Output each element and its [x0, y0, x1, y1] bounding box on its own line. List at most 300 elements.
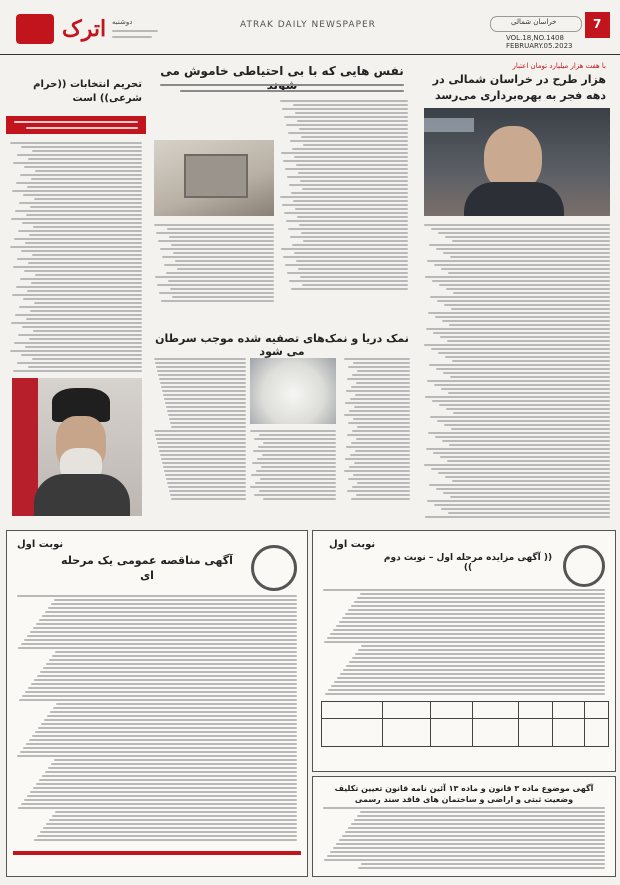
text-line [345, 402, 410, 404]
text-line [336, 843, 605, 845]
text-line [324, 641, 605, 643]
text-line [445, 356, 610, 358]
text-line [357, 597, 605, 599]
ad-header: نوبت اول [329, 539, 376, 550]
article-headline: نفس هایی که با بی احتیاطی خاموش می [160, 64, 404, 78]
text-line [16, 182, 142, 184]
text-line [166, 406, 246, 408]
text-line [424, 464, 610, 466]
text-line [333, 847, 605, 849]
text-line [52, 815, 297, 817]
text-line [357, 370, 410, 372]
masthead [0, 0, 620, 62]
text-line [440, 336, 610, 338]
text-line [17, 362, 142, 364]
text-line [357, 482, 410, 484]
text-line [18, 807, 297, 809]
text-line [20, 278, 142, 280]
text-line [21, 803, 297, 805]
text-line [157, 370, 246, 372]
text-line [164, 398, 246, 400]
text-line [430, 296, 610, 298]
text-line [360, 811, 605, 813]
text-line [346, 446, 410, 448]
text-line [35, 170, 142, 172]
text-line [428, 432, 610, 434]
text-line [23, 747, 297, 749]
text-line [251, 474, 336, 476]
text-line [431, 228, 610, 230]
text-line [167, 410, 246, 412]
text-line [158, 240, 274, 242]
text-line [34, 839, 297, 841]
text-line [55, 651, 297, 653]
text-line [450, 376, 610, 378]
text-line [31, 178, 142, 180]
text-line [33, 627, 297, 629]
text-line [163, 466, 246, 468]
text-line [445, 236, 610, 238]
text-line [31, 683, 297, 685]
text-line [445, 476, 610, 478]
text-line [450, 256, 610, 258]
text-line [288, 132, 408, 134]
text-line [18, 334, 142, 336]
text-line [15, 314, 142, 316]
text-line [340, 673, 605, 675]
text-line [354, 406, 410, 408]
text-line [45, 611, 297, 613]
text-line [290, 140, 408, 142]
text-line [283, 256, 408, 258]
text-line [55, 811, 297, 813]
land-registry-ad [312, 776, 616, 877]
text-line [17, 154, 142, 156]
text-line [36, 623, 297, 625]
text-line [15, 210, 142, 212]
text-line [10, 350, 142, 352]
text-line [324, 859, 605, 861]
text-line [12, 294, 142, 296]
article-kicker: با هفت هزار میلیارد تومان اعتبار [512, 62, 606, 70]
text-line [54, 599, 297, 601]
text-line [40, 671, 297, 673]
text-line [155, 362, 246, 364]
text-line [350, 454, 410, 456]
text-line [429, 364, 610, 366]
text-line [435, 436, 610, 438]
text-line [424, 344, 610, 346]
text-line [157, 442, 246, 444]
text-line [39, 779, 297, 781]
text-line [280, 100, 408, 102]
text-line [24, 639, 297, 641]
article-left-column [6, 60, 146, 520]
text-line [289, 280, 408, 282]
text-line [288, 228, 408, 230]
text-line [42, 615, 297, 617]
text-line [349, 466, 410, 468]
text-line [24, 799, 297, 801]
text-line [345, 458, 410, 460]
article-headline: نمک دریا و نمک‌های تصفیه شده موجب سرطان می شود [155, 332, 409, 358]
text-line [167, 228, 274, 230]
text-line [281, 152, 408, 154]
text-line [438, 232, 610, 234]
article-right [418, 60, 612, 530]
text-line [254, 438, 336, 440]
text-line [336, 625, 605, 627]
text-line [298, 268, 408, 270]
text-line [448, 392, 610, 394]
text-line [49, 659, 297, 661]
text-line [449, 444, 610, 446]
text-line [166, 478, 246, 480]
text-line [46, 663, 297, 665]
text-line [453, 292, 610, 294]
text-line [285, 264, 408, 266]
text-line [446, 288, 610, 290]
text-line [285, 168, 408, 170]
text-line [160, 454, 246, 456]
text-line [425, 276, 610, 278]
cleric-portrait-photo [12, 378, 142, 516]
text-line [167, 482, 246, 484]
text-line [348, 422, 410, 424]
text-line [29, 338, 142, 340]
text-line [424, 224, 610, 226]
text-line [50, 711, 297, 713]
text-line [296, 260, 408, 262]
text-line [250, 430, 336, 432]
text-line [259, 490, 336, 492]
text-line [330, 851, 605, 853]
text-line [169, 418, 246, 420]
text-line [30, 631, 297, 633]
text-line [32, 735, 297, 737]
text-line [169, 490, 246, 492]
salt-photo [250, 358, 336, 424]
text-line [327, 855, 605, 857]
paper-name-en: ATRAK DAILY NEWSPAPER [240, 20, 376, 30]
text-line [352, 430, 410, 432]
text-line [155, 276, 274, 278]
text-line [158, 446, 246, 448]
text-line [331, 685, 605, 687]
text-line [333, 629, 605, 631]
text-line [361, 863, 605, 865]
text-line [32, 358, 142, 360]
text-line [156, 366, 246, 368]
text-line [37, 675, 297, 677]
text-line [344, 414, 410, 416]
text-line [31, 282, 142, 284]
text-line [327, 637, 605, 639]
text-line [349, 410, 410, 412]
text-line [13, 162, 142, 164]
text-line [439, 284, 610, 286]
text-line [19, 202, 142, 204]
text-line [444, 424, 610, 426]
text-line [299, 224, 408, 226]
text-line [296, 164, 408, 166]
text-line [432, 400, 610, 402]
text-line [444, 304, 610, 306]
text-line [429, 484, 610, 486]
text-line [348, 827, 605, 829]
logo-emblem-icon [16, 14, 54, 44]
text-line [330, 633, 605, 635]
text-line [347, 378, 410, 380]
text-line [441, 388, 610, 390]
text-line [450, 496, 610, 498]
text-line [17, 595, 297, 597]
text-line [20, 174, 142, 176]
text-line [293, 104, 408, 106]
text-line [355, 450, 410, 452]
text-line [30, 310, 142, 312]
text-line [11, 218, 142, 220]
text-line [166, 272, 274, 274]
text-line [172, 296, 274, 298]
text-line [436, 248, 610, 250]
text-line [171, 426, 246, 428]
text-line [35, 274, 142, 276]
text-line [347, 434, 410, 436]
text-line [165, 402, 246, 404]
text-line [43, 827, 297, 829]
text-line [164, 470, 246, 472]
text-line [170, 288, 274, 290]
text-line [302, 188, 408, 190]
text-line [20, 751, 297, 753]
text-line [357, 815, 605, 817]
text-line [353, 474, 410, 476]
text-line [51, 763, 297, 765]
text-line [156, 232, 274, 234]
text-line [339, 621, 605, 623]
tender-ad [6, 530, 308, 877]
text-line [342, 835, 605, 837]
text-line [48, 607, 297, 609]
text-line [44, 719, 297, 721]
text-line [28, 158, 142, 160]
text-line [436, 368, 610, 370]
text-line [297, 216, 408, 218]
text-line [171, 498, 246, 500]
text-line [437, 420, 610, 422]
official-portrait-photo [424, 108, 610, 216]
text-line [258, 446, 336, 448]
text-line [345, 613, 605, 615]
text-line [256, 470, 336, 472]
text-line [349, 661, 605, 663]
text-line [160, 248, 274, 250]
text-line [353, 418, 410, 420]
text-line [54, 759, 297, 761]
text-line [32, 150, 142, 152]
text-line [11, 322, 142, 324]
text-line [170, 422, 246, 424]
text-line [441, 268, 610, 270]
text-line [339, 839, 605, 841]
text-line [355, 653, 605, 655]
auction-table [321, 701, 609, 747]
text-line [295, 112, 408, 114]
text-line [159, 292, 274, 294]
text-line [425, 396, 610, 398]
text-line [21, 146, 142, 148]
text-line [448, 272, 610, 274]
text-line [433, 452, 610, 454]
text-line [25, 242, 142, 244]
text-line [451, 308, 610, 310]
text-line [34, 679, 297, 681]
text-line [447, 460, 610, 462]
text-line [357, 426, 410, 428]
text-line [30, 206, 142, 208]
text-line [259, 434, 336, 436]
text-line [262, 454, 336, 456]
volume-number: VOL.18,NO.1408 [506, 34, 564, 42]
text-line [291, 288, 408, 290]
text-line [13, 370, 142, 372]
text-line [343, 669, 605, 671]
text-line [346, 390, 410, 392]
text-line [448, 512, 610, 514]
text-line [351, 442, 410, 444]
text-line [164, 264, 274, 266]
text-line [38, 727, 297, 729]
text-line [443, 252, 610, 254]
text-line [434, 384, 610, 386]
text-line [254, 494, 336, 496]
ad-emblem-icon [251, 545, 297, 591]
text-line [162, 390, 246, 392]
auction-ad [312, 530, 616, 772]
text-line [284, 212, 408, 214]
text-line [13, 266, 142, 268]
text-line [49, 819, 297, 821]
text-line [344, 358, 410, 360]
text-line [159, 378, 246, 380]
text-line [432, 280, 610, 282]
text-line [451, 428, 610, 430]
text-line [156, 438, 246, 440]
text-line [22, 222, 142, 224]
text-line [19, 306, 142, 308]
text-line [453, 412, 610, 414]
text-line [342, 617, 605, 619]
text-line [286, 220, 408, 222]
text-line [27, 795, 297, 797]
text-line [295, 208, 408, 210]
text-line [292, 148, 408, 150]
text-line [34, 302, 142, 304]
text-line [39, 619, 297, 621]
text-line [30, 791, 297, 793]
text-line [168, 414, 246, 416]
text-line [18, 647, 297, 649]
text-line [33, 330, 142, 332]
text-line [438, 472, 610, 474]
text-line [162, 256, 274, 258]
text-line [250, 486, 336, 488]
text-line [28, 366, 142, 368]
text-line [14, 342, 142, 344]
text-line [325, 693, 605, 695]
newspaper-logo: اترک [62, 16, 107, 42]
text-line [163, 394, 246, 396]
text-line [284, 116, 408, 118]
text-line [301, 232, 408, 234]
text-line [154, 430, 246, 432]
text-line [287, 176, 408, 178]
text-line [22, 695, 297, 697]
text-line [26, 318, 142, 320]
text-line [16, 286, 142, 288]
text-line [438, 352, 610, 354]
text-line [33, 226, 142, 228]
article-salt [150, 318, 414, 518]
text-line [26, 743, 297, 745]
text-line [27, 186, 142, 188]
text-line [45, 771, 297, 773]
text-line [427, 260, 610, 262]
text-line [158, 374, 246, 376]
text-line [23, 194, 142, 196]
text-line [452, 360, 610, 362]
text-line [286, 124, 408, 126]
issue-date-en: FEBRUARY.05.2023 [506, 42, 573, 50]
text-line [358, 649, 605, 651]
text-line [439, 404, 610, 406]
text-line [431, 348, 610, 350]
text-line [28, 687, 297, 689]
text-line [302, 284, 408, 286]
text-line [34, 198, 142, 200]
text-line [24, 270, 142, 272]
page-number-badge: 7 [585, 12, 610, 38]
text-line [323, 807, 605, 809]
text-line [355, 394, 410, 396]
text-line [287, 272, 408, 274]
text-line [261, 466, 336, 468]
text-line [173, 252, 274, 254]
ad-title: (( آگهی مزایده مرحله اول – نوبت دوم )) [383, 553, 553, 573]
text-line [356, 438, 410, 440]
text-line [283, 160, 408, 162]
text-line [169, 236, 274, 238]
text-line [442, 440, 610, 442]
text-line [260, 478, 336, 480]
text-line [255, 482, 336, 484]
text-line [292, 244, 408, 246]
text-line [22, 326, 142, 328]
text-line [353, 362, 410, 364]
text-line [29, 234, 142, 236]
text-line [40, 831, 297, 833]
text-line [294, 156, 408, 158]
text-line [303, 144, 408, 146]
text-line [435, 316, 610, 318]
text-line [36, 783, 297, 785]
text-line [33, 787, 297, 789]
text-line [427, 500, 610, 502]
text-line [56, 703, 297, 705]
text-line [21, 250, 142, 252]
text-line [291, 192, 408, 194]
